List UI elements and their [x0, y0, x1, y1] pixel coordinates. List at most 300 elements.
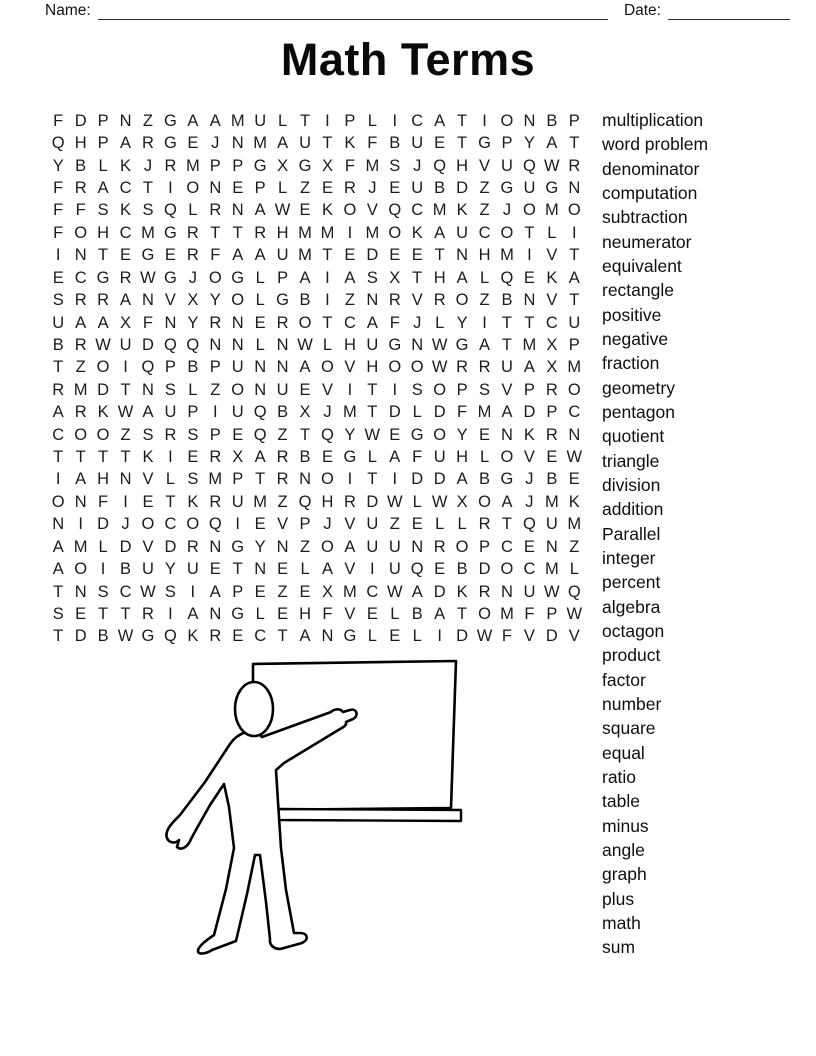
grid-cell-r4-c10: P	[254, 178, 266, 197]
grid-cell-r11-c2: R	[74, 335, 87, 354]
grid-cell-r20-c18: R	[433, 537, 446, 556]
grid-cell-r24-c12: A	[299, 627, 311, 646]
grid-cell-r6-c2: O	[74, 223, 88, 242]
grid-cell-r19-c10: E	[254, 515, 266, 534]
grid-cell-r2-c13: T	[322, 134, 333, 153]
grid-cell-r15-c15: W	[364, 425, 381, 444]
grid-cell-r11-c20: A	[479, 335, 491, 354]
grid-cell-r19-c4: J	[121, 515, 130, 534]
grid-cell-r5-c19: K	[456, 201, 468, 220]
grid-cell-r7-c6: E	[164, 246, 176, 265]
grid-cell-r11-c13: L	[322, 335, 333, 354]
grid-cell-r14-c17: L	[412, 403, 422, 422]
grid-cell-r11-c22: M	[522, 335, 537, 354]
grid-cell-r12-c15: H	[366, 358, 379, 377]
grid-cell-r16-c7: E	[187, 448, 199, 467]
word-list-item: octagon	[602, 620, 665, 641]
grid-cell-r17-c24: E	[568, 470, 580, 489]
grid-cell-r1-c20: I	[482, 111, 487, 130]
grid-cell-r14-c3: K	[97, 403, 109, 422]
grid-cell-r11-c11: N	[276, 335, 289, 354]
grid-cell-r2-c16: B	[389, 134, 401, 153]
grid-cell-r20-c9: G	[231, 537, 245, 556]
grid-cell-r12-c5: Q	[141, 358, 155, 377]
grid-cell-r23-c9: G	[231, 604, 245, 623]
grid-cell-r13-c18: O	[433, 380, 447, 399]
grid-cell-r8-c9: G	[231, 268, 245, 287]
grid-cell-r9-c1: S	[52, 291, 64, 310]
grid-cell-r5-c2: F	[75, 201, 86, 220]
grid-cell-r11-c10: L	[255, 335, 265, 354]
grid-cell-r15-c24: N	[568, 425, 581, 444]
grid-cell-r24-c3: B	[97, 627, 109, 646]
grid-cell-r15-c22: K	[523, 425, 535, 444]
grid-cell-r17-c18: D	[433, 470, 446, 489]
grid-cell-r9-c21: B	[501, 291, 513, 310]
grid-cell-r2-c8: J	[211, 134, 220, 153]
grid-cell-r10-c24: U	[568, 313, 581, 332]
grid-cell-r7-c23: V	[546, 246, 558, 265]
grid-cell-r2-c10: M	[253, 134, 268, 153]
grid-cell-r18-c3: F	[98, 492, 109, 511]
grid-cell-r19-c24: M	[567, 515, 582, 534]
grid-cell-r2-c12: U	[299, 134, 311, 153]
grid-cell-r11-c17: N	[411, 335, 424, 354]
grid-cell-r21-c1: A	[52, 560, 64, 579]
grid-cell-r15-c10: Q	[253, 425, 267, 444]
grid-cell-r6-c3: H	[97, 223, 110, 242]
grid-cell-r22-c13: X	[321, 582, 333, 601]
word-list-item: number	[602, 693, 662, 714]
grid-cell-r6-c22: T	[524, 223, 535, 242]
grid-cell-r23-c3: T	[98, 604, 109, 623]
grid-cell-r15-c13: Q	[321, 425, 334, 444]
grid-cell-r19-c13: J	[323, 515, 332, 534]
word-list-item: rectangle	[602, 280, 674, 301]
grid-cell-r13-c20: S	[479, 380, 491, 399]
grid-cell-r16-c15: L	[367, 448, 377, 467]
grid-cell-r12-c22: A	[523, 358, 535, 377]
grid-cell-r23-c7: A	[187, 604, 199, 623]
grid-cell-r23-c5: R	[142, 604, 154, 623]
grid-cell-r17-c9: P	[232, 470, 244, 489]
grid-cell-r14-c16: D	[388, 403, 401, 422]
grid-cell-r14-c6: U	[164, 403, 177, 422]
grid-cell-r12-c7: B	[187, 358, 199, 377]
grid-cell-r12-c13: O	[321, 358, 334, 377]
grid-cell-r8-c2: C	[74, 268, 87, 287]
grid-cell-r9-c7: X	[187, 291, 199, 310]
grid-cell-r3-c18: Q	[433, 156, 447, 175]
grid-cell-r23-c18: A	[434, 604, 446, 623]
grid-cell-r3-c7: M	[185, 156, 200, 175]
grid-cell-r12-c9: U	[231, 358, 244, 377]
grid-cell-r14-c14: M	[343, 403, 357, 422]
grid-cell-r13-c6: S	[164, 380, 176, 399]
grid-cell-r8-c3: G	[96, 268, 110, 287]
grid-cell-r14-c12: X	[299, 403, 311, 422]
grid-cell-r21-c23: M	[544, 560, 559, 579]
grid-cell-r21-c5: U	[142, 560, 154, 579]
grid-cell-r20-c8: N	[209, 537, 222, 556]
grid-cell-r22-c1: T	[53, 582, 64, 601]
grid-cell-r22-c15: C	[366, 582, 379, 601]
grid-cell-r9-c2: R	[74, 291, 87, 310]
grid-cell-r18-c5: E	[142, 492, 154, 511]
grid-cell-r4-c20: Z	[479, 178, 490, 197]
grid-cell-r2-c3: P	[97, 134, 109, 153]
grid-cell-r12-c8: P	[209, 358, 221, 377]
grid-cell-r4-c6: I	[168, 178, 173, 197]
grid-cell-r8-c19: A	[456, 268, 468, 287]
grid-cell-r21-c21: O	[500, 560, 514, 579]
grid-cell-r3-c10: G	[253, 156, 267, 175]
grid-cell-r6-c15: M	[365, 223, 380, 242]
grid-cell-r19-c18: L	[435, 515, 445, 534]
grid-cell-r10-c1: U	[52, 313, 65, 332]
grid-cell-r22-c9: P	[232, 582, 244, 601]
grid-cell-r13-c16: I	[392, 380, 398, 399]
grid-cell-r7-c7: R	[186, 246, 199, 265]
grid-cell-r20-c19: O	[455, 537, 469, 556]
grid-cell-r14-c13: J	[323, 403, 332, 422]
grid-cell-r8-c7: J	[188, 268, 197, 287]
grid-cell-r11-c3: W	[95, 335, 111, 354]
grid-cell-r22-c21: N	[501, 582, 513, 601]
grid-cell-r21-c20: D	[478, 560, 491, 579]
grid-cell-r12-c17: O	[410, 358, 424, 377]
grid-cell-r13-c2: M	[73, 380, 88, 399]
word-list-item: equivalent	[602, 255, 682, 276]
grid-cell-r10-c17: J	[413, 313, 422, 332]
grid-cell-r19-c6: C	[164, 515, 177, 534]
grid-cell-r22-c16: W	[386, 582, 403, 601]
grid-cell-r19-c14: V	[344, 515, 356, 534]
grid-cell-r18-c18: W	[431, 492, 448, 511]
grid-cell-r5-c22: O	[522, 201, 536, 220]
grid-cell-r20-c20: P	[479, 537, 491, 556]
grid-cell-r9-c3: R	[97, 291, 110, 310]
grid-cell-r16-c12: B	[299, 448, 311, 467]
grid-cell-r17-c11: R	[276, 470, 289, 489]
grid-cell-r23-c22: F	[524, 604, 535, 623]
grid-cell-r14-c4: W	[117, 403, 134, 422]
grid-cell-r3-c12: G	[298, 156, 312, 175]
grid-cell-r13-c8: Z	[210, 380, 221, 399]
grid-cell-r24-c14: G	[343, 627, 357, 646]
grid-cell-r12-c20: R	[478, 358, 491, 377]
grid-cell-r3-c8: P	[209, 156, 221, 175]
grid-cell-r6-c14: I	[347, 223, 353, 242]
grid-cell-r21-c10: N	[254, 560, 267, 579]
grid-cell-r17-c8: M	[208, 470, 223, 489]
grid-cell-r3-c2: B	[75, 156, 87, 175]
grid-cell-r3-c1: Y	[52, 156, 64, 175]
grid-cell-r22-c17: A	[411, 582, 423, 601]
grid-cell-r19-c19: L	[457, 515, 467, 534]
grid-cell-r11-c4: U	[119, 335, 132, 354]
grid-cell-r13-c13: V	[321, 380, 333, 399]
grid-cell-r5-c6: Q	[163, 201, 177, 220]
grid-cell-r5-c14: O	[343, 201, 357, 220]
grid-cell-r9-c17: V	[411, 291, 423, 310]
grid-cell-r20-c11: N	[276, 537, 289, 556]
grid-cell-r12-c4: I	[123, 358, 128, 377]
grid-cell-r3-c19: H	[456, 156, 469, 175]
grid-cell-r24-c20: W	[476, 627, 493, 646]
grid-cell-r8-c15: S	[366, 268, 378, 287]
grid-cell-r7-c20: H	[478, 246, 491, 265]
grid-cell-r20-c13: O	[321, 537, 334, 556]
grid-cell-r13-c12: E	[299, 380, 311, 399]
grid-cell-r5-c17: C	[411, 201, 424, 220]
grid-cell-r16-c21: O	[500, 448, 514, 467]
header	[45, 1, 790, 20]
grid-cell-r14-c20: M	[477, 403, 492, 422]
grid-cell-r7-c18: T	[434, 246, 445, 265]
grid-cell-r24-c23: D	[545, 627, 558, 646]
grid-cell-r12-c18: W	[431, 358, 448, 377]
grid-cell-r23-c15: E	[366, 604, 378, 623]
grid-cell-r9-c20: Z	[479, 291, 490, 310]
grid-cell-r5-c20: Z	[479, 201, 490, 220]
word-list-item: algebra	[602, 596, 661, 617]
grid-cell-r20-c2: M	[73, 537, 88, 556]
grid-cell-r9-c13: I	[325, 291, 330, 310]
word-list	[602, 108, 708, 959]
grid-cell-r17-c14: I	[347, 470, 353, 489]
grid-cell-r4-c21: G	[500, 178, 514, 197]
grid-cell-r21-c13: A	[321, 560, 333, 579]
grid-cell-r21-c6: Y	[164, 560, 176, 579]
grid-cell-r19-c17: E	[411, 515, 423, 534]
word-list-item: integer	[602, 547, 656, 568]
grid-cell-r22-c12: E	[299, 582, 311, 601]
grid-cell-r8-c6: G	[163, 268, 177, 287]
grid-cell-r10-c23: C	[545, 313, 558, 332]
grid-cell-r15-c18: O	[433, 425, 447, 444]
grid-cell-r10-c16: F	[389, 313, 400, 332]
grid-cell-r21-c11: E	[277, 560, 289, 579]
word-list-item: ratio	[602, 766, 637, 787]
grid-cell-r21-c4: B	[120, 560, 132, 579]
grid-cell-r3-c14: F	[344, 156, 355, 175]
grid-cell-r23-c1: S	[52, 604, 64, 623]
grid-cell-r3-c22: Q	[522, 156, 536, 175]
grid-cell-r14-c2: R	[74, 403, 87, 422]
grid-cell-r18-c13: H	[321, 492, 334, 511]
grid-cell-r9-c23: V	[546, 291, 558, 310]
grid-cell-r22-c22: U	[523, 582, 536, 601]
grid-cell-r6-c20: C	[478, 223, 491, 242]
grid-cell-r2-c23: A	[546, 134, 558, 153]
grid-cell-r16-c22: V	[523, 448, 535, 467]
grid-cell-r20-c10: Y	[254, 537, 266, 556]
grid-cell-r19-c3: D	[97, 515, 110, 534]
grid-cell-r17-c7: S	[187, 470, 199, 489]
grid-cell-r6-c21: O	[500, 223, 514, 242]
word-list-item: computation	[602, 182, 698, 203]
grid-cell-r24-c24: V	[568, 627, 580, 646]
grid-cell-r17-c10: T	[255, 470, 266, 489]
grid-cell-r19-c8: Q	[208, 515, 222, 534]
grid-cell-r18-c22: J	[525, 492, 534, 511]
grid-cell-r2-c5: R	[142, 134, 154, 153]
grid-cell-r20-c1: A	[52, 537, 64, 556]
grid-cell-r16-c24: W	[566, 448, 583, 467]
grid-cell-r19-c1: N	[52, 515, 65, 534]
grid-cell-r1-c18: A	[434, 111, 446, 130]
grid-cell-r9-c15: N	[366, 291, 379, 310]
grid-cell-r12-c21: U	[501, 358, 513, 377]
grid-cell-r11-c1: B	[52, 335, 64, 354]
grid-cell-r4-c23: G	[545, 178, 559, 197]
grid-cell-r12-c3: O	[96, 358, 110, 377]
grid-cell-r10-c18: L	[435, 313, 445, 332]
grid-cell-r8-c21: Q	[500, 268, 514, 287]
grid-cell-r17-c20: B	[479, 470, 491, 489]
grid-cell-r1-c13: I	[325, 111, 330, 130]
grid-cell-r18-c6: T	[165, 492, 176, 511]
grid-cell-r2-c17: U	[411, 134, 424, 153]
grid-cell-r2-c11: A	[277, 134, 289, 153]
grid-cell-r24-c1: T	[53, 627, 64, 646]
grid-cell-r21-c2: O	[74, 560, 88, 579]
grid-cell-r18-c15: D	[366, 492, 379, 511]
grid-cell-r12-c19: R	[456, 358, 469, 377]
grid-cell-r19-c7: O	[186, 515, 200, 534]
grid-cell-r9-c16: R	[388, 291, 401, 310]
grid-cell-r4-c18: B	[434, 178, 446, 197]
word-list-item: equal	[602, 742, 645, 763]
grid-cell-r12-c16: O	[388, 358, 402, 377]
grid-cell-r9-c6: V	[164, 291, 176, 310]
grid-cell-r13-c11: U	[276, 380, 289, 399]
grid-cell-r14-c24: C	[568, 403, 581, 422]
grid-cell-r4-c14: R	[343, 178, 356, 197]
grid-cell-r16-c14: G	[343, 448, 357, 467]
grid-cell-r16-c2: T	[75, 448, 86, 467]
grid-cell-r15-c19: Y	[456, 425, 468, 444]
grid-cell-r19-c15: U	[366, 515, 379, 534]
grid-cell-r21-c15: I	[370, 560, 375, 579]
grid-cell-r18-c8: R	[209, 492, 222, 511]
grid-cell-r2-c22: Y	[523, 134, 535, 153]
grid-cell-r23-c19: T	[457, 604, 468, 623]
grid-cell-r20-c17: N	[411, 537, 424, 556]
grid-cell-r23-c8: N	[209, 604, 222, 623]
grid-cell-r1-c3: P	[97, 111, 109, 130]
grid-cell-r24-c9: E	[232, 627, 244, 646]
grid-cell-r10-c13: T	[322, 313, 333, 332]
grid-cell-r17-c15: T	[367, 470, 378, 489]
grid-cell-r8-c11: P	[277, 268, 289, 287]
grid-cell-r8-c1: E	[52, 268, 64, 287]
grid-cell-r18-c10: M	[253, 492, 268, 511]
grid-cell-r24-c17: L	[412, 627, 422, 646]
grid-cell-r13-c21: V	[501, 380, 513, 399]
grid-cell-r16-c9: X	[232, 448, 244, 467]
word-list-item: geometry	[602, 377, 675, 398]
grid-cell-r5-c21: J	[502, 201, 512, 220]
grid-cell-r5-c7: L	[188, 201, 198, 220]
grid-cell-r20-c24: Z	[569, 537, 580, 556]
grid-cell-r15-c7: S	[187, 425, 199, 444]
grid-cell-r5-c18: M	[432, 201, 447, 220]
grid-cell-r7-c1: I	[55, 246, 61, 265]
grid-cell-r22-c18: D	[433, 582, 446, 601]
word-list-item: plus	[602, 888, 635, 909]
grid-cell-r11-c23: X	[546, 335, 558, 354]
grid-cell-r18-c1: O	[51, 492, 65, 511]
grid-cell-r1-c4: N	[119, 111, 132, 130]
grid-cell-r17-c13: O	[321, 470, 334, 489]
grid-cell-r12-c10: N	[254, 358, 267, 377]
grid-cell-r1-c16: I	[392, 111, 398, 130]
word-list-item: triangle	[602, 450, 660, 471]
grid-cell-r16-c20: L	[479, 448, 490, 467]
grid-cell-r22-c5: W	[140, 582, 156, 601]
grid-cell-r7-c17: E	[411, 246, 423, 265]
word-list-item: positive	[602, 304, 662, 325]
grid-cell-r21-c17: Q	[410, 560, 424, 579]
grid-cell-r8-c16: X	[389, 268, 401, 287]
grid-cell-r22-c3: S	[97, 582, 109, 601]
grid-cell-r8-c10: L	[255, 268, 265, 287]
grid-cell-r20-c15: U	[366, 537, 379, 556]
grid-cell-r24-c5: G	[141, 627, 155, 646]
grid-cell-r18-c16: W	[386, 492, 403, 511]
grid-cell-r9-c22: N	[523, 291, 536, 310]
grid-cell-r22-c24: Q	[567, 582, 581, 601]
grid-cell-r24-c15: L	[367, 627, 377, 646]
grid-cell-r10-c12: O	[298, 313, 312, 332]
grid-cell-r24-c2: D	[74, 627, 87, 646]
grid-cell-r17-c16: I	[392, 470, 398, 489]
grid-cell-r2-c18: E	[434, 134, 446, 153]
grid-cell-r8-c20: L	[479, 268, 490, 287]
grid-cell-r13-c1: R	[52, 380, 65, 399]
grid-cell-r8-c23: K	[546, 268, 558, 287]
grid-cell-r19-c9: I	[235, 515, 241, 534]
grid-cell-r14-c15: T	[367, 403, 378, 422]
grid-cell-r14-c18: D	[433, 403, 446, 422]
grid-cell-r16-c8: R	[209, 448, 222, 467]
grid-cell-r3-c9: P	[232, 156, 244, 175]
grid-cell-r16-c3: T	[98, 448, 109, 467]
grid-cell-r15-c11: Z	[277, 425, 288, 444]
grid-cell-r16-c18: U	[433, 448, 446, 467]
grid-cell-r4-c17: U	[411, 178, 424, 197]
grid-cell-r21-c24: L	[569, 560, 579, 579]
grid-cell-r13-c24: O	[567, 380, 581, 399]
grid-cell-r5-c15: V	[366, 201, 378, 220]
grid-cell-r12-c14: V	[344, 358, 356, 377]
grid-cell-r9-c8: Y	[209, 291, 221, 310]
grid-cell-r3-c3: L	[98, 156, 108, 175]
grid-cell-r19-c12: P	[299, 515, 311, 534]
grid-cell-r3-c15: M	[365, 156, 380, 175]
grid-cell-r18-c4: I	[123, 492, 128, 511]
grid-cell-r23-c24: W	[566, 604, 583, 623]
grid-cell-r5-c9: N	[231, 201, 244, 220]
word-search-grid	[47, 110, 586, 648]
grid-cell-r23-c11: E	[277, 604, 289, 623]
grid-cell-r4-c22: U	[523, 178, 536, 197]
grid-cell-r23-c20: O	[478, 604, 491, 623]
whiteboard-tray	[276, 809, 461, 821]
grid-cell-r10-c2: A	[75, 313, 87, 332]
